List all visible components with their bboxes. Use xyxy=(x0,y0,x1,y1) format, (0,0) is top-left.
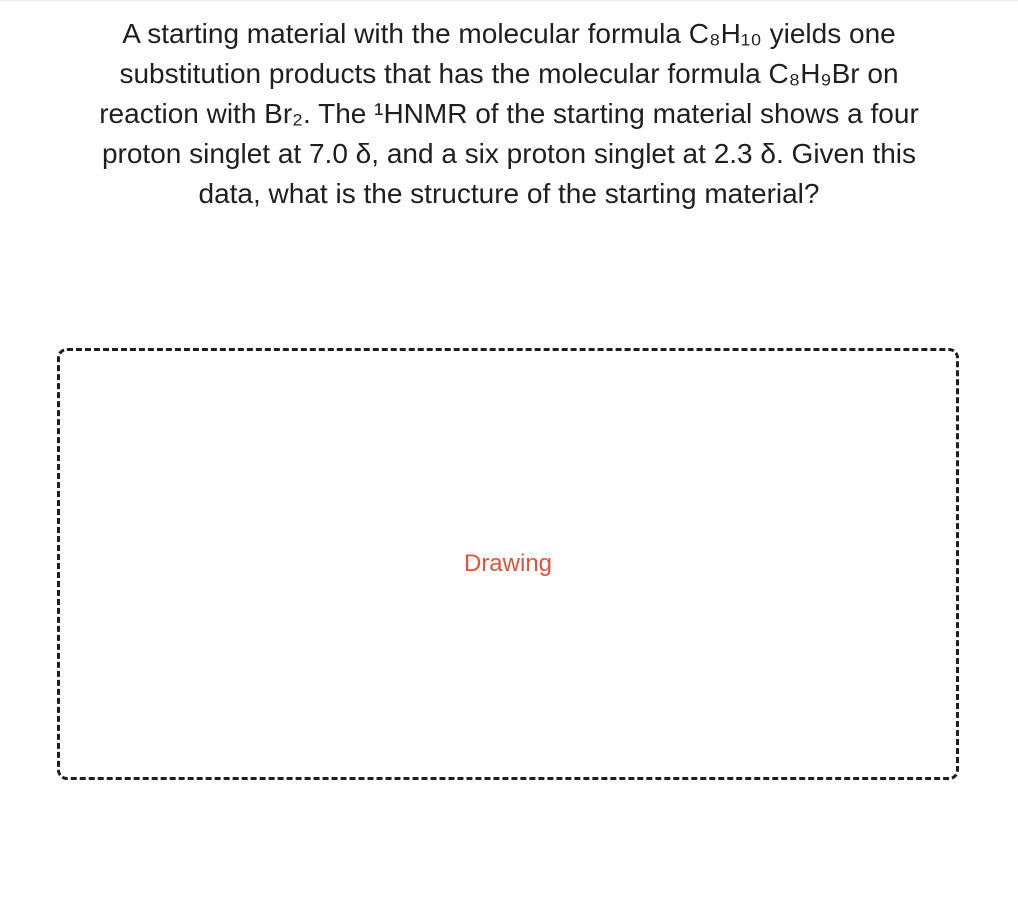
question-line-3: reaction with Br₂. The ¹HNMR of the starting material shows a four xyxy=(99,98,919,129)
question-line-4: proton singlet at 7.0 δ, and a six proton singlet at 2.3 δ. Given this xyxy=(101,138,917,169)
question-text xyxy=(40,14,978,214)
drawing-label: Drawing xyxy=(463,550,553,577)
drawing-canvas[interactable] xyxy=(57,348,959,780)
question-line-2: substitution products that has the molecular formula C₈H₉Br on xyxy=(119,58,899,89)
top-divider xyxy=(0,0,1018,1)
question-line-5: data, what is the structure of the starting material? xyxy=(198,178,820,209)
question-line-1: A starting material with the molecular formula C₈H₁₀ yields one xyxy=(122,18,896,49)
